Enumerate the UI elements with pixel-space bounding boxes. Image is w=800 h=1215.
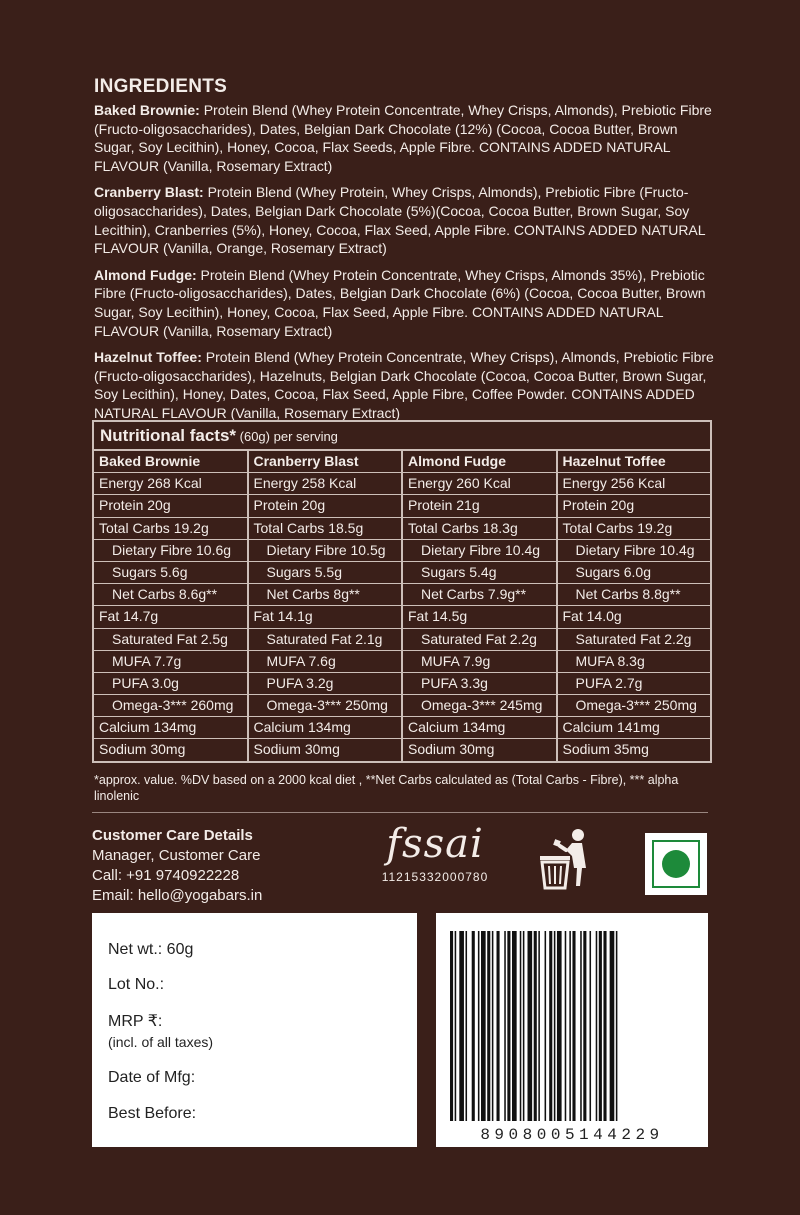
- nutrient-value: Total Carbs 19.2g: [94, 518, 247, 540]
- barcode-bar: [497, 931, 500, 1121]
- nutrient-value: Protein 20g: [249, 495, 402, 517]
- nutrient-value: Net Carbs 7.9g**: [403, 584, 556, 606]
- nutrient-value: Dietary Fibre 10.5g: [249, 540, 402, 562]
- nutrient-value: Dietary Fibre 10.4g: [403, 540, 556, 562]
- barcode-bar: [504, 931, 506, 1121]
- nutrient-value: Energy 268 Kcal: [94, 473, 247, 495]
- barcode-bar: [545, 931, 547, 1121]
- ingredient-name: Hazelnut Toffee:: [94, 349, 202, 366]
- nutrient-value: Net Carbs 8g**: [249, 584, 402, 606]
- nutrient-value: Saturated Fat 2.2g: [558, 629, 711, 651]
- nutrient-value: Calcium 141mg: [558, 717, 711, 739]
- care-email: Email: hello@yogabars.in: [92, 887, 263, 904]
- ingredient-name: Baked Brownie:: [94, 102, 200, 118]
- barcode-bar: [580, 931, 582, 1121]
- divider: [92, 812, 708, 813]
- nutrient-value: Fat 14.7g: [94, 606, 247, 628]
- barcode-bar: [554, 931, 556, 1121]
- net-weight: Net wt.: 60g: [108, 941, 194, 958]
- nutrient-value: Net Carbs 8.6g**: [94, 584, 247, 606]
- nutrient-value: Sugars 5.5g: [249, 562, 402, 584]
- nutrient-value: Omega-3*** 245mg: [403, 695, 556, 717]
- nutrient-value: Total Carbs 18.5g: [249, 518, 402, 540]
- care-phone: Call: +91 9740922228: [92, 867, 240, 884]
- barcode-bar: [492, 931, 494, 1121]
- nutrition-title: Nutritional facts*: [100, 426, 237, 445]
- care-title: Customer Care Details: [92, 827, 253, 844]
- barcode-bar: [459, 931, 464, 1121]
- nutrition-column: [249, 451, 404, 761]
- nutrient-value: Energy 260 Kcal: [403, 473, 556, 495]
- nutrition-grid: [94, 451, 710, 761]
- customer-care: [92, 826, 262, 906]
- nutrient-value: MUFA 7.7g: [94, 651, 247, 673]
- barcode-bar: [599, 931, 602, 1121]
- barcode-bar: [538, 931, 540, 1121]
- barcode-number: 8908005144229: [480, 1126, 664, 1144]
- ingredients-title: INGREDIENTS: [94, 76, 228, 97]
- barcode-bar: [487, 931, 490, 1121]
- nutrient-value: Omega-3*** 250mg: [558, 695, 711, 717]
- best-before: Best Before:: [108, 1105, 197, 1122]
- ingredient-text: Protein Blend (Whey Protein Concentrate, Whey Crisps, Almonds 35%), Prebiotic Fibre (Fructo-oligosaccharides), Dates, Belgian Dark Chocolate (6%) (Cocoa, Cocoa Butter, Brown Sugar, Soy Lecithin), Honey, Cocoa, Flax Seed, Apple Fibre. CONTAINS ADDED NATURAL FLAVOUR (Vanilla, Rosemary Extract): [94, 266, 706, 339]
- barcode-bar: [534, 931, 537, 1121]
- barcode-bar: [478, 931, 480, 1121]
- nutrient-value: MUFA 8.3g: [558, 651, 711, 673]
- nutrient-value: Sodium 30mg: [253, 741, 340, 758]
- nutrient-value: Omega-3*** 250mg: [249, 695, 402, 717]
- variant-header: Almond Fudge: [403, 451, 556, 473]
- veg-mark-icon: [645, 833, 707, 895]
- nutrient-value: Energy 258 Kcal: [249, 473, 402, 495]
- barcode-bar: [481, 931, 486, 1121]
- nutrient-value: MUFA 7.6g: [249, 651, 402, 673]
- nutrient-value: Saturated Fat 2.1g: [249, 629, 402, 651]
- ingredient-item: [94, 183, 714, 257]
- ingredient-item: [94, 348, 714, 422]
- nutrient-value: Fat 14.1g: [249, 606, 402, 628]
- mfg-date: Date of Mfg:: [108, 1069, 196, 1086]
- barcode-bar: [616, 931, 618, 1121]
- nutrition-table: [92, 420, 712, 763]
- nutrient-value: Energy 256 Kcal: [558, 473, 711, 495]
- fssai-license-number: 11215332000780: [381, 870, 489, 884]
- ingredient-item: [94, 101, 714, 175]
- ingredients-section: [94, 76, 714, 431]
- nutrient-value: Sugars 5.4g: [403, 562, 556, 584]
- barcode-bar: [450, 931, 453, 1121]
- barcode: [436, 913, 708, 1147]
- dustbin-icon: [536, 826, 598, 894]
- nutrition-column: [558, 451, 711, 761]
- barcode-bar: [572, 931, 575, 1121]
- nutrient-value: Fat 14.5g: [403, 606, 556, 628]
- nutrient-value: Dietary Fibre 10.6g: [94, 540, 247, 562]
- barcode-bar: [590, 931, 592, 1121]
- nutrient-value: Sugars 5.6g: [94, 562, 247, 584]
- nutrient-value: Calcium 134mg: [403, 717, 556, 739]
- barcode-bar: [523, 931, 525, 1121]
- nutrient-value: Protein 20g: [558, 495, 711, 517]
- barcode-bar: [466, 931, 468, 1121]
- barcode-bar: [610, 931, 615, 1121]
- variant-header: Hazelnut Toffee: [558, 451, 711, 473]
- nutrition-column: [94, 451, 249, 761]
- nutrient-value: Sugars 6.0g: [558, 562, 711, 584]
- nutrient-value: Saturated Fat 2.2g: [403, 629, 556, 651]
- nutrient-value: PUFA 2.7g: [558, 673, 711, 695]
- nutrient-value: Calcium 134mg: [249, 717, 402, 739]
- barcode-bar: [565, 931, 567, 1121]
- lot-number: Lot No.:: [108, 976, 165, 993]
- mrp-note: (incl. of all taxes): [108, 1034, 214, 1050]
- ingredient-name: Almond Fudge:: [94, 266, 197, 283]
- fssai-wordmark: fssai: [386, 821, 484, 867]
- barcode-bar: [528, 931, 533, 1121]
- nutrient-value: Net Carbs 8.8g**: [558, 584, 711, 606]
- nutrient-value: Total Carbs 18.3g: [403, 518, 556, 540]
- barcode-bar: [549, 931, 552, 1121]
- nutrition-column: [403, 451, 558, 761]
- serving-size: (60g) per serving: [236, 429, 338, 444]
- fssai-logo: [370, 822, 500, 884]
- barcode-bar: [596, 931, 598, 1121]
- barcode-bar: [512, 931, 517, 1121]
- ingredient-text: Protein Blend (Whey Protein Concentrate, Whey Crisps), Almonds, Prebiotic Fibre (Fructo-oligosaccharides), Hazelnuts, Belgian Dark Chocolate (Cocoa, Cocoa Butter, Brown Sugar, Soy Lecithin), Honey, Dates, Cocoa, Flax Seed, Apple Fibre, Coffee Powder. CONTAINS ADDED NATURAL FLAVOUR (Vanilla, Rosemary Extract): [94, 349, 714, 421]
- barcode-bar: [603, 931, 606, 1121]
- nutrient-value: Sodium 30mg: [99, 741, 186, 758]
- nutrient-value: MUFA 7.9g: [403, 651, 556, 673]
- ingredient-text: Protein Blend (Whey Protein Concentrate, Whey Crisps, Almonds), Prebiotic Fibre (Fructo-oligosaccharides), Dates, Belgian Dark Chocolate (12%) (Cocoa, Cocoa Butter, Brown Sugar, Soy Lecithin), Honey, Cocoa, Flax Seeds, Apple Fibre. CONTAINS ADDED NATURAL FLAVOUR (Vanilla, Rosemary Extract): [94, 102, 712, 174]
- nutrient-value: Dietary Fibre 10.4g: [558, 540, 711, 562]
- pack-info-box: [92, 913, 417, 1147]
- nutrient-value: Total Carbs 19.2g: [558, 518, 711, 540]
- barcode-bar: [569, 931, 571, 1121]
- barcode-bar: [557, 931, 562, 1121]
- nutrient-value: Saturated Fat 2.5g: [94, 629, 247, 651]
- nutrient-value: Omega-3*** 260mg: [94, 695, 247, 717]
- ingredient-item: [94, 266, 714, 340]
- barcode-bar: [583, 931, 586, 1121]
- nutrient-value: Fat 14.0g: [558, 606, 711, 628]
- nutrition-header: [94, 422, 710, 451]
- nutrition-footnote: *approx. value. %DV based on a 2000 kcal diet , **Net Carbs calculated as (Total Carbs - Fibre), *** alpha linolenic: [94, 773, 679, 803]
- nutrient-value: PUFA 3.0g: [94, 673, 247, 695]
- barcode-bar: [472, 931, 475, 1121]
- nutrient-value: Protein 20g: [94, 495, 247, 517]
- variant-header: Baked Brownie: [94, 451, 247, 473]
- nutrient-value: Protein 21g: [403, 495, 556, 517]
- care-manager: Manager, Customer Care: [92, 847, 261, 864]
- barcode-bars: [450, 931, 617, 1121]
- nutrient-value: Sodium 30mg: [408, 741, 495, 758]
- ingredient-text: Protein Blend (Whey Protein, Whey Crisps, Almonds), Prebiotic Fibre (Fructo-oligosaccharides), Dates, Belgian Dark Chocolate (5%)(Cocoa, Cocoa Butter, Brown Sugar, Soy Lecithin), Cranberries (5%), Honey, Cocoa, Flax Seed, Apple Fibre. CONTAINS ADDED NATURAL FLAVOUR (Vanilla, Orange, Rosemary Extract): [94, 184, 706, 257]
- nutrient-value: Sodium 35mg: [562, 741, 649, 758]
- variant-header: Cranberry Blast: [249, 451, 402, 473]
- barcode-bar: [507, 931, 510, 1121]
- barcode-bar: [520, 931, 522, 1121]
- nutrient-value: Calcium 134mg: [94, 717, 247, 739]
- ingredient-name: Cranberry Blast:: [94, 184, 204, 201]
- mrp: MRP ₹:: [108, 1013, 163, 1030]
- nutrient-value: PUFA 3.2g: [249, 673, 402, 695]
- barcode-bar: [455, 931, 457, 1121]
- nutrient-value: PUFA 3.3g: [403, 673, 556, 695]
